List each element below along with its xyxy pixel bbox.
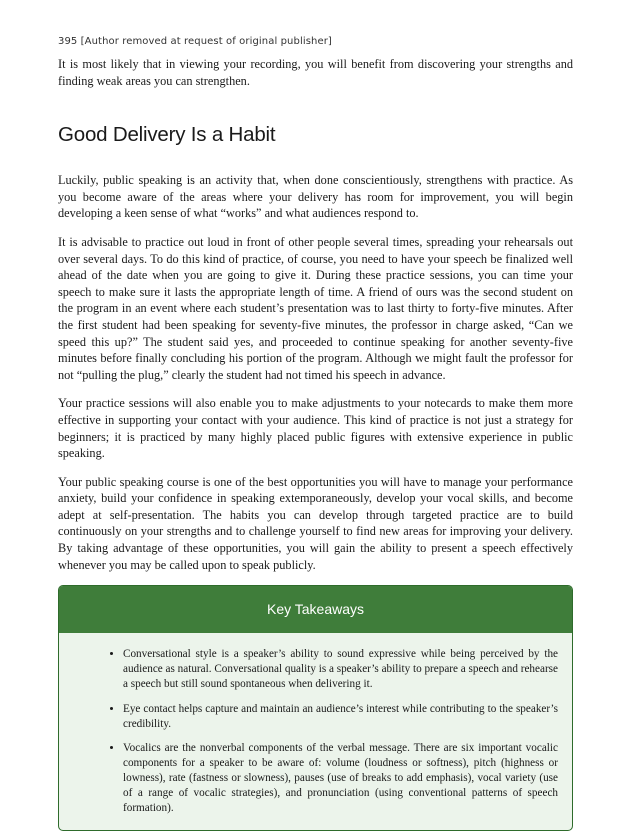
intro-paragraph: It is most likely that in viewing your recording, you will benefit from discovering your strengths and finding weak areas you can strengthen. bbox=[58, 57, 573, 88]
list-item: • Conversational style is a speaker’s ability to sound expressive while being perceived by the audience as natural. Conversational quality is a speaker’s ability to prepare a speech and rehearse a speech but still sound spontaneous when delivering it. bbox=[123, 647, 558, 692]
running-head: 395 [Author removed at request of original publisher] bbox=[58, 36, 332, 47]
key-takeaways-body bbox=[59, 633, 572, 830]
key-takeaways-list bbox=[107, 647, 558, 816]
section-heading: Good Delivery Is a Habit bbox=[58, 123, 276, 147]
book-page bbox=[58, 36, 573, 831]
list-item: • Vocalics are the nonverbal components of the verbal message. There are six important vocalic components for a speaker to be aware of: volume (loudness or softness), pitch (highness or lowness), rate (fastness or slowness), pauses (use of breaks to add emphasis), vocal variety (use of a range of vocalic strategies), and pronunciation (using conventional patterns of speech formation). bbox=[123, 741, 558, 816]
list-item: • Eye contact helps capture and maintain an audience’s interest while contributing to the speaker’s credibility. bbox=[123, 702, 558, 732]
body-paragraph-4: Your public speaking course is one of the best opportunities you will have to manage your performance anxiety, build your confidence in speaking extemporaneously, develop your vocal skills, and become adept at self-presentation. The habits you can develop through targeted practice are to build continuously on your strengths and to challenge yourself to find new areas for improving your delivery. By taking advantage of these opportunities, you will gain the ability to present a speech effectively whenever you may be called upon to speak publicly. bbox=[58, 474, 573, 572]
body-paragraph-3: Your practice sessions will also enable you to make adjustments to your notecards to make them more effective in supporting your contact with your audience. This kind of practice is not just a strategy for beginners; it is practiced by many highly placed public figures with extensive experience in public speaking. bbox=[58, 396, 573, 461]
body-paragraph-2: It is advisable to practice out loud in front of other people several times, spreading your rehearsals out over several days. To do this kind of practice, of course, you need to have your speech be finalized well ahead of the date when you are going to give it. During these practice sessions, you can time your speech to make sure it lasts the appropriate length of time. A friend of ours was the second student on the program in an event where each student’s presentation was to last thirty to forty-five minutes. After the first student had been speaking for seventy-five minutes, the professor in charge asked, “Can we speed this up?” The student said yes, and proceeded to continue speaking for another seventy-five minutes before finally concluding his portion of the program. Although we might fault the professor for not “pulling the plug,” clearly the student had not timed his speech in advance. bbox=[58, 234, 573, 382]
key-takeaways-box bbox=[58, 585, 573, 831]
key-takeaways-title: Key Takeaways bbox=[59, 586, 572, 633]
body-paragraph-1: Luckily, public speaking is an activity that, when done conscientiously, strengthens with practice. As you become aware of the areas where your delivery has room for improvement, you will begin developing a keen sense of what “works” and what audiences respond to. bbox=[58, 173, 573, 221]
